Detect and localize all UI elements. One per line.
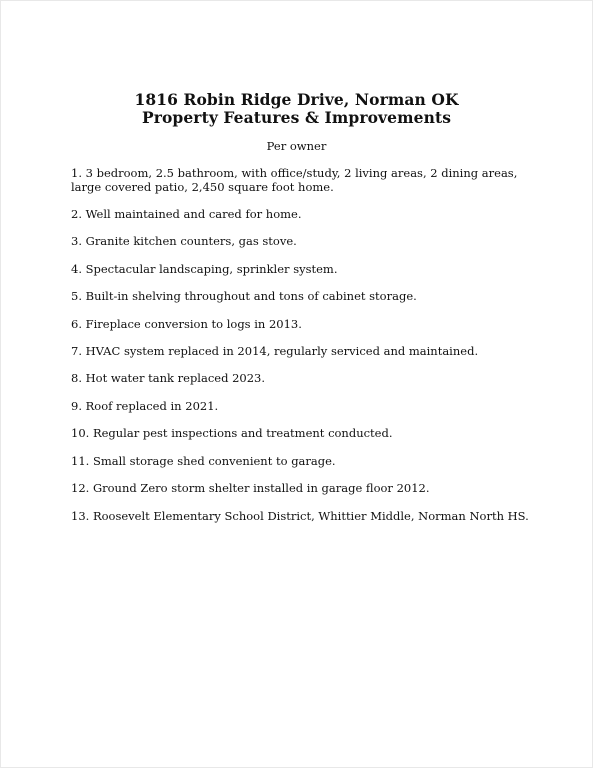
feature-item: 10. Regular pest inspections and treatment conducted. [71, 426, 393, 440]
feature-item: 2. Well maintained and cared for home. [71, 207, 302, 221]
document-subtitle: Per owner [266, 139, 327, 153]
feature-item: 6. Fireplace conversion to logs in 2013. [71, 317, 302, 331]
feature-item: 3. Granite kitchen counters, gas stove. [71, 234, 297, 248]
feature-item: 8. Hot water tank replaced 2023. [71, 371, 266, 385]
feature-item: 12. Ground Zero storm shelter installed in garage floor 2012. [71, 481, 430, 495]
feature-item: 13. Roosevelt Elementary School District, Whittier Middle, Norman North HS. [71, 509, 529, 523]
feature-item: 9. Roof replaced in 2021. [71, 399, 219, 413]
feature-item: 1. 3 bedroom, 2.5 bathroom, with office/study, 2 living areas, 2 dining areas, large covered patio, 2,450 square foot home. [71, 166, 518, 194]
document-title-heading: Property Features & Improvements [141, 108, 452, 127]
feature-item: 5. Built-in shelving throughout and tons of cabinet storage. [71, 289, 417, 303]
feature-item: 7. HVAC system replaced in 2014, regularly serviced and maintained. [71, 344, 479, 358]
document-title-address: 1816 Robin Ridge Drive, Norman OK [134, 90, 459, 109]
feature-item: 11. Small storage shed convenient to garage. [71, 454, 336, 468]
feature-item: 4. Spectacular landscaping, sprinkler system. [71, 262, 338, 276]
